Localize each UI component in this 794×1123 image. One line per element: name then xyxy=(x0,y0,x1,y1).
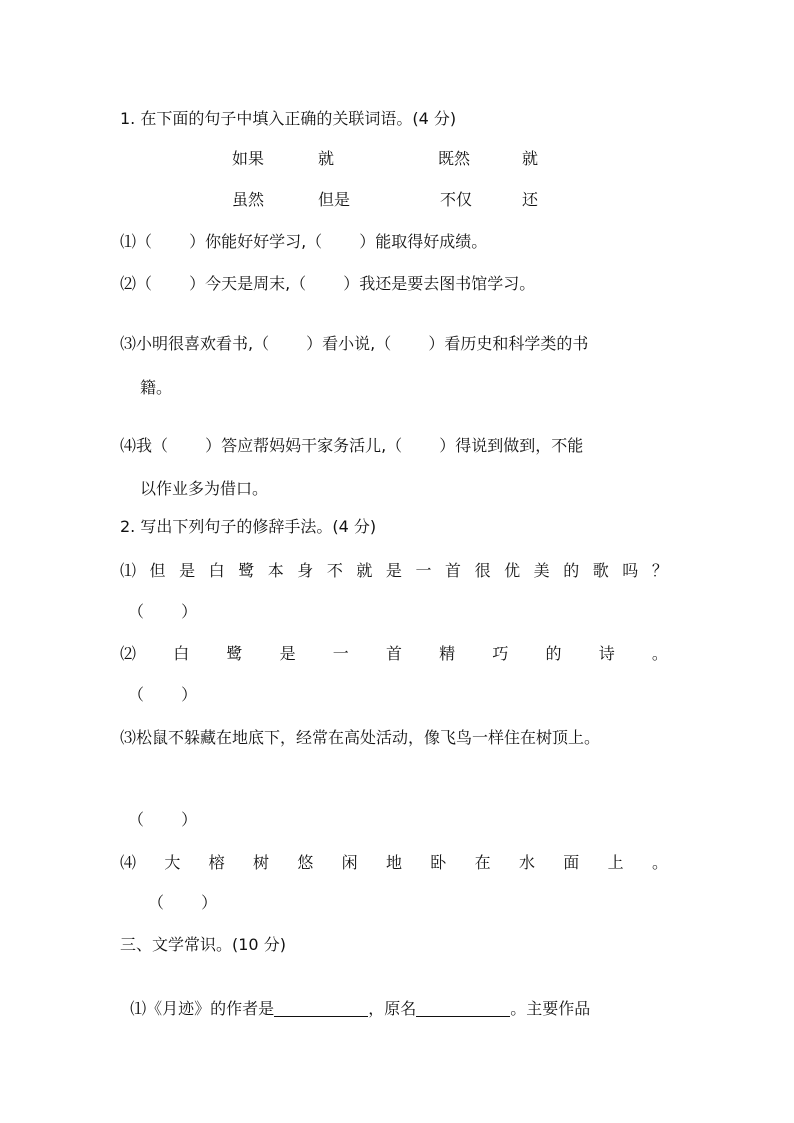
q3-title: 三、文学常识。(10 分) xyxy=(120,935,286,954)
sentence-char: ⑴ xyxy=(120,561,137,580)
q1-item-4: ⑷我（ ）答应帮妈妈干家务活儿,（ ）得说到做到，不能 xyxy=(120,436,584,455)
sentence-char: 悠 xyxy=(297,853,314,872)
q1-item-3: ⑶小明很喜欢看书,（ ）看小说,（ ）看历史和科学类的书 xyxy=(120,334,589,353)
word-option: 既然 xyxy=(438,149,471,168)
word-option: 如果 xyxy=(232,149,265,168)
sentence-char: 吗 xyxy=(622,561,639,580)
q1-item-2: ⑵（ ）今天是周末,（ ）我还是要去图书馆学习。 xyxy=(120,274,536,293)
q2-item-1 xyxy=(120,560,668,582)
sentence-char: 树 xyxy=(252,853,269,872)
answer-blank[interactable]: （ ） xyxy=(148,893,218,912)
answer-blank[interactable]: （ ） xyxy=(128,602,198,621)
q2-item-3: ⑶松鼠不躲藏在地底下，经常在高处活动，像飞鸟一样住在树顶上。 xyxy=(120,728,601,747)
q1-item-1: ⑴（ ）你能好好学习,（ ）能取得好成绩。 xyxy=(120,232,488,251)
q2-item-2 xyxy=(120,643,668,665)
sentence-char: ⑷ xyxy=(120,853,137,872)
sentence-char: 水 xyxy=(518,853,535,872)
sentence-char: 的 xyxy=(545,644,562,663)
q3-item-1 xyxy=(120,976,590,1020)
sentence-char: 。 xyxy=(651,853,668,872)
answer-blank[interactable]: （ ） xyxy=(128,810,198,829)
sentence-char: 上 xyxy=(607,853,624,872)
sentence-char: 地 xyxy=(385,853,402,872)
q2-item-4 xyxy=(120,852,668,874)
sentence-char: 是 xyxy=(179,561,196,580)
sentence-char: 就 xyxy=(356,561,373,580)
sentence-char: 白 xyxy=(173,644,190,663)
sentence-char: 很 xyxy=(474,561,491,580)
q1-item-3-cont: 籍。 xyxy=(140,378,173,397)
sentence-char: 精 xyxy=(439,644,456,663)
sentence-char: 。 xyxy=(651,644,668,663)
sentence-char: 面 xyxy=(563,853,580,872)
q3-item-1-text-b: ，原名 xyxy=(368,999,417,1018)
sentence-char: 优 xyxy=(504,561,521,580)
answer-blank[interactable]: （ ） xyxy=(128,685,198,704)
sentence-char: 白 xyxy=(208,561,225,580)
sentence-char: 鹭 xyxy=(226,644,243,663)
sentence-char: 一 xyxy=(415,561,432,580)
sentence-char: 诗 xyxy=(598,644,615,663)
q1-item-4-cont: 以作业多为借口。 xyxy=(140,479,269,498)
word-option: 就 xyxy=(318,149,335,168)
sentence-char: 是 xyxy=(385,561,402,580)
sentence-char: 榕 xyxy=(208,853,225,872)
word-option: 不仅 xyxy=(440,190,473,209)
sentence-char: 是 xyxy=(279,644,296,663)
sentence-char: 卧 xyxy=(430,853,447,872)
fill-blank-author[interactable] xyxy=(274,1000,368,1017)
q2-title: 2. 写出下列句子的修辞手法。(4 分) xyxy=(120,517,377,536)
sentence-char: 一 xyxy=(332,644,349,663)
word-option: 但是 xyxy=(318,190,351,209)
sentence-char: 身 xyxy=(297,561,314,580)
q1-title: 1. 在下面的句子中填入正确的关联词语。(4 分) xyxy=(120,109,457,128)
sentence-char: 不 xyxy=(326,561,343,580)
sentence-char: 首 xyxy=(445,561,462,580)
word-option: 还 xyxy=(522,190,539,209)
sentence-char: ？ xyxy=(651,561,668,580)
sentence-char: 巧 xyxy=(492,644,509,663)
sentence-char: 的 xyxy=(563,561,580,580)
sentence-char: 本 xyxy=(267,561,284,580)
sentence-char: ⑵ xyxy=(120,644,137,663)
word-option: 虽然 xyxy=(232,190,265,209)
sentence-char: 闲 xyxy=(341,853,358,872)
q3-item-1-text-c: 。主要作品 xyxy=(510,999,591,1018)
sentence-char: 首 xyxy=(385,644,402,663)
word-option: 就 xyxy=(522,149,539,168)
sentence-char: 鹭 xyxy=(238,561,255,580)
sentence-char: 在 xyxy=(474,853,491,872)
fill-blank-original-name[interactable] xyxy=(416,1000,510,1017)
q3-item-1-text-a: ⑴《月迹》的作者是 xyxy=(130,999,275,1018)
sentence-char: 但 xyxy=(149,561,166,580)
sentence-char: 美 xyxy=(533,561,550,580)
sentence-char: 歌 xyxy=(592,561,609,580)
sentence-char: 大 xyxy=(164,853,181,872)
